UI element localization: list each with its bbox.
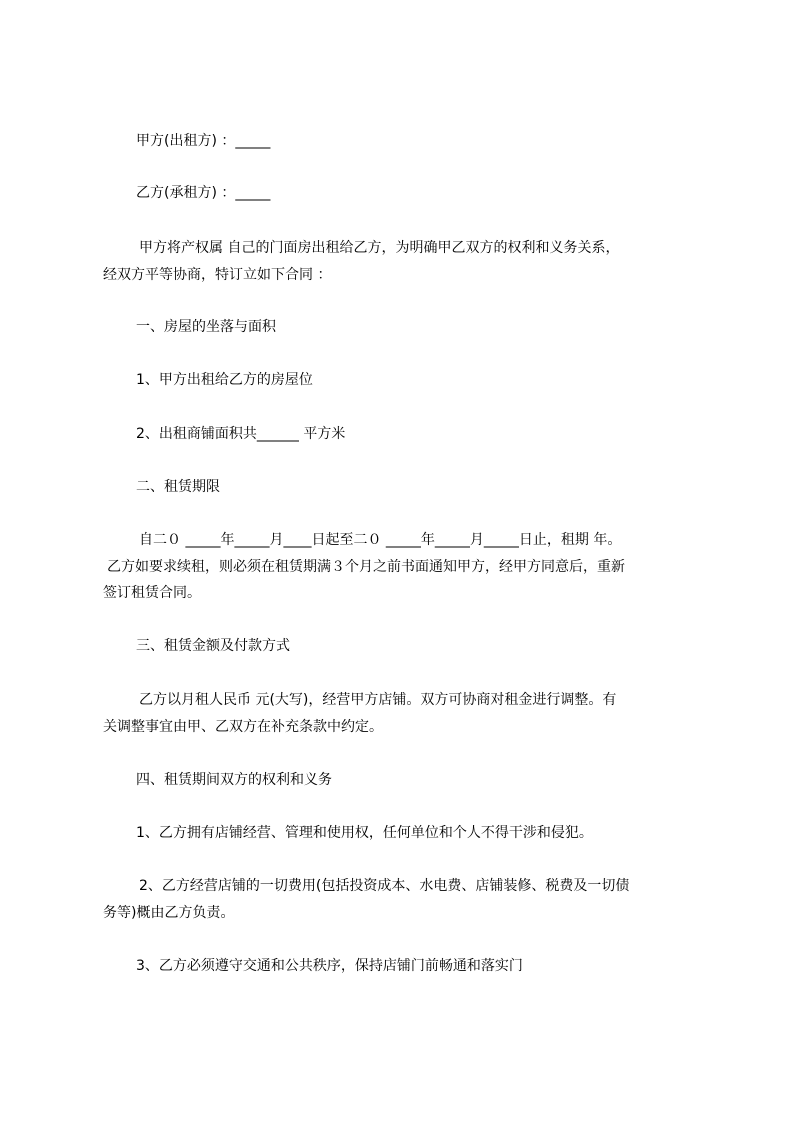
party-b-line: 乙方(承租方) ：_____ bbox=[136, 185, 271, 201]
section-4-item-2 bbox=[103, 873, 703, 926]
section-3-line-2: 关调整事宜由甲、乙双方在补充条款中约定。 bbox=[103, 718, 383, 735]
section-2-line-2: 乙方如要求续租，则必须在租赁期满３个月之前书面通知甲方，经甲方同意后，重新 bbox=[107, 558, 625, 575]
section-2-body bbox=[103, 527, 703, 607]
intro-line-1: 甲方将产权属 自己的门面房出租给乙方，为明确甲乙双方的权利和义务关系， bbox=[139, 240, 620, 256]
section-2-line-1: 自二０ _____年_____月____日起至二０ _____年_____月_____日止，租期 年。 bbox=[139, 532, 622, 548]
section-4-item-2-line-1: 2、乙方经营店铺的一切费用(包括投资成本、水电费、店铺装修、税费及一切债 bbox=[139, 878, 630, 894]
section-4-item-3: 3、乙方必须遵守交通和公共秩序，保持店铺门前畅通和落实门 bbox=[136, 958, 523, 974]
section-3-line-1: 乙方以月租人民币 元(大写)，经营甲方店铺。双方可协商对租金进行调整。有 bbox=[139, 692, 617, 708]
section-1-item-2: 2、出租商铺面积共______ 平方米 bbox=[136, 426, 346, 442]
intro-line-2: 经双方平等协商，特订立如下合同 ： bbox=[103, 266, 332, 283]
intro-paragraph bbox=[103, 235, 703, 288]
section-4-item-1: 1、乙方拥有店铺经营、管理和使用权，任何单位和个人不得干涉和侵犯。 bbox=[136, 825, 593, 841]
section-3-title: 三、租赁金额及付款方式 bbox=[136, 638, 290, 654]
section-2-line-3: 签订租赁合同。 bbox=[103, 585, 201, 601]
section-4-title: 四、租赁期间双方的权利和义务 bbox=[136, 772, 332, 788]
party-a-line: 甲方(出租方) ：_____ bbox=[136, 133, 271, 149]
section-2-title: 二、租赁期限 bbox=[136, 479, 220, 495]
section-3-body bbox=[103, 687, 703, 740]
section-1-title: 一、房屋的坐落与面积 bbox=[136, 319, 276, 335]
section-1-item-1: 1、甲方出租给乙方的房屋位 bbox=[136, 372, 313, 388]
section-4-item-2-line-2: 务等)概由乙方负责。 bbox=[103, 904, 235, 921]
